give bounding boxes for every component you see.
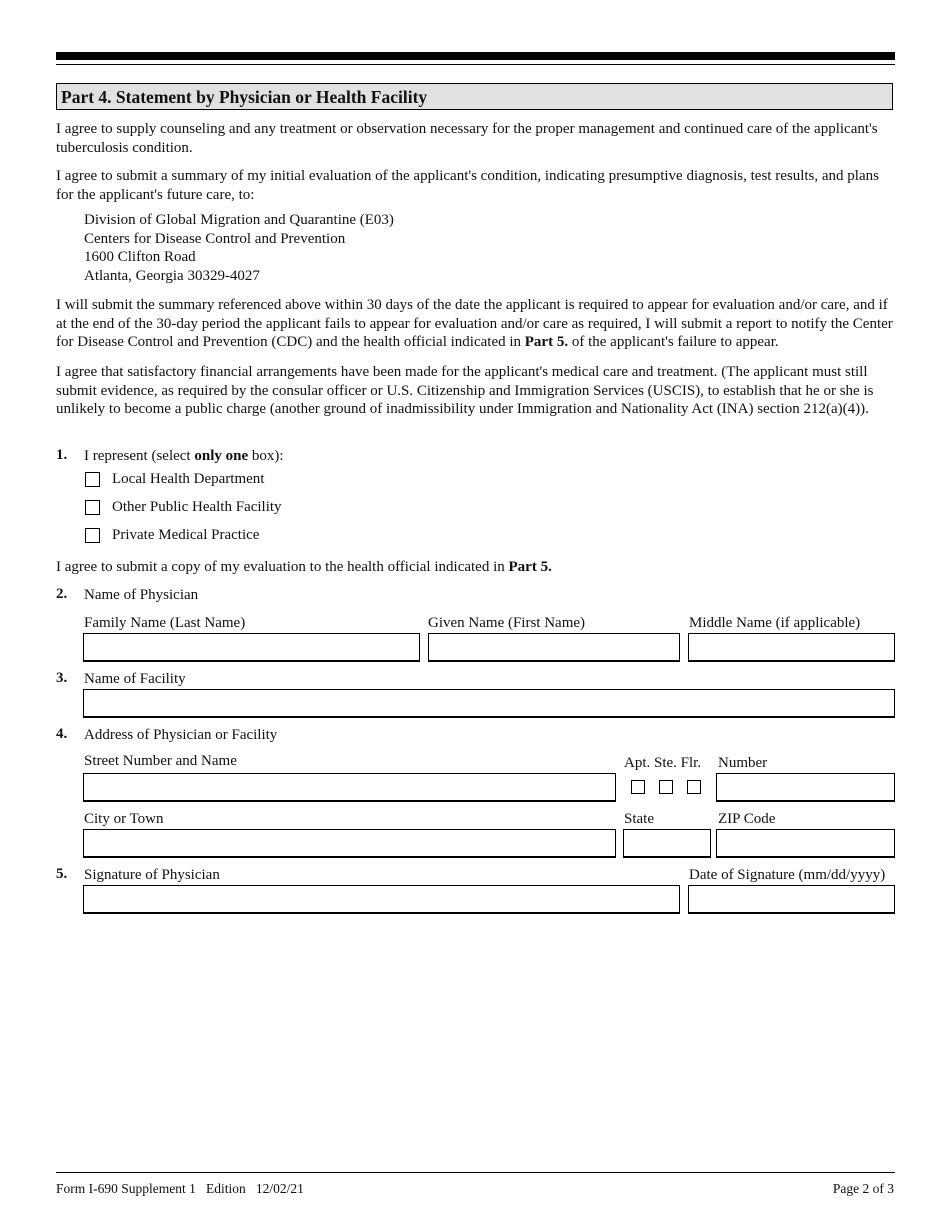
zip-label: ZIP Code bbox=[718, 811, 776, 827]
unit-number-label: Number bbox=[718, 755, 768, 771]
address-line-1: Division of Global Migration and Quarantine (E03) bbox=[84, 212, 394, 228]
paragraph-copy-text: I agree to submit a copy of my evaluation to the health official indicated in bbox=[56, 559, 509, 575]
cdc-address bbox=[84, 211, 394, 285]
item-3-number: 3. bbox=[56, 670, 68, 686]
item-1-prompt bbox=[84, 447, 284, 465]
local-health-department-label: Local Health Department bbox=[112, 471, 265, 487]
state-label: State bbox=[624, 811, 654, 827]
footer-form-name: Form I-690 Supplement 1 Edition 12/02/21 bbox=[56, 1181, 304, 1196]
footer-page-number: Page 2 of 3 bbox=[832, 1181, 894, 1196]
middle-name-field[interactable] bbox=[688, 633, 895, 662]
other-public-health-facility-checkbox[interactable] bbox=[85, 500, 100, 515]
paragraph-report bbox=[56, 296, 896, 352]
family-name-field[interactable] bbox=[83, 633, 420, 662]
part-header bbox=[56, 83, 893, 110]
item-1-prompt-end: box): bbox=[248, 448, 284, 464]
unit-number-field[interactable] bbox=[716, 773, 895, 802]
part-title: Part 4. Statement by Physician or Health Facility bbox=[61, 87, 428, 107]
facility-name-field[interactable] bbox=[83, 689, 895, 718]
signature-label: Signature of Physician bbox=[84, 867, 220, 883]
paragraph-counseling: I agree to supply counseling and any treatment or observation necessary for the proper management and continued care of the applicant's tuberculosis condition. bbox=[56, 121, 878, 156]
address-label: Address of Physician or Facility bbox=[84, 727, 278, 743]
city-field[interactable] bbox=[83, 829, 616, 858]
given-name-field[interactable] bbox=[428, 633, 680, 662]
item-2-number: 2. bbox=[56, 586, 68, 602]
private-medical-practice-checkbox[interactable] bbox=[85, 528, 100, 543]
paragraph-financial: I agree that satisfactory financial arrangements have been made for the applicant's medical care and treatment. (The applicant must still submit evidence, as required by the consular officer or U.S. Citizenship and Immigration Services (USCIS), to establish that he or she is unlikely to become a public charge (another ground of inadmissibility under Immigration and Nationality Act (INA) section 212(a)(4)). bbox=[56, 364, 874, 417]
family-name-label: Family Name (Last Name) bbox=[84, 615, 246, 631]
given-name-label: Given Name (First Name) bbox=[428, 615, 586, 631]
item-5-number: 5. bbox=[56, 866, 68, 882]
name-of-facility-label: Name of Facility bbox=[84, 671, 186, 687]
paragraph-copy bbox=[56, 558, 896, 577]
apt-checkbox[interactable] bbox=[631, 780, 645, 794]
item-1-prompt-text: I represent (select bbox=[84, 448, 195, 464]
paragraph-report-text: I will submit the summary referenced above within 30 days of the date the applicant is required to appear for evaluation and/or care, and if at the end of the 30-day period the applicant fails to appear for evaluation and/or care as required, I will submit a report to notify the Center for Disease Control and Prevention (CDC) and the health official indicated in bbox=[56, 297, 893, 350]
street-field[interactable] bbox=[83, 773, 616, 802]
zip-field[interactable] bbox=[716, 829, 895, 858]
part5-reference-2: Part 5. bbox=[508, 559, 552, 575]
middle-name-label: Middle Name (if applicable) bbox=[689, 615, 861, 631]
date-field[interactable] bbox=[688, 885, 895, 914]
item-4-number: 4. bbox=[56, 726, 68, 742]
street-label: Street Number and Name bbox=[84, 753, 237, 769]
footer-rule bbox=[56, 1172, 895, 1173]
ste-checkbox[interactable] bbox=[659, 780, 673, 794]
top-rule-thin bbox=[56, 64, 895, 65]
state-field[interactable] bbox=[623, 829, 711, 858]
local-health-department-checkbox[interactable] bbox=[85, 472, 100, 487]
top-rule-thick bbox=[56, 52, 895, 60]
address-line-3: 1600 Clifton Road bbox=[84, 249, 196, 265]
item-1-number: 1. bbox=[56, 447, 68, 463]
address-line-2: Centers for Disease Control and Prevention bbox=[84, 230, 346, 247]
paragraph-summary: I agree to submit a summary of my initial evaluation of the applicant's condition, indicating presumptive diagnosis, test results, and plans for the applicant's future care, to: bbox=[56, 168, 879, 203]
signature-field[interactable] bbox=[83, 885, 680, 914]
only-one-emphasis: only one bbox=[194, 448, 249, 464]
flr-checkbox[interactable] bbox=[687, 780, 701, 794]
name-of-physician-label: Name of Physician bbox=[84, 587, 199, 603]
private-medical-practice-label: Private Medical Practice bbox=[112, 527, 260, 543]
city-label: City or Town bbox=[84, 811, 164, 827]
date-label: Date of Signature (mm/dd/yyyy) bbox=[689, 867, 886, 883]
address-line-4: Atlanta, Georgia 30329-4027 bbox=[84, 267, 260, 284]
part5-reference: Part 5. bbox=[524, 334, 569, 350]
paragraph-report-end: of the applicant's failure to appear. bbox=[568, 334, 779, 350]
apt-ste-flr-label: Apt. Ste. Flr. bbox=[624, 755, 702, 771]
other-public-health-facility-label: Other Public Health Facility bbox=[112, 499, 282, 515]
